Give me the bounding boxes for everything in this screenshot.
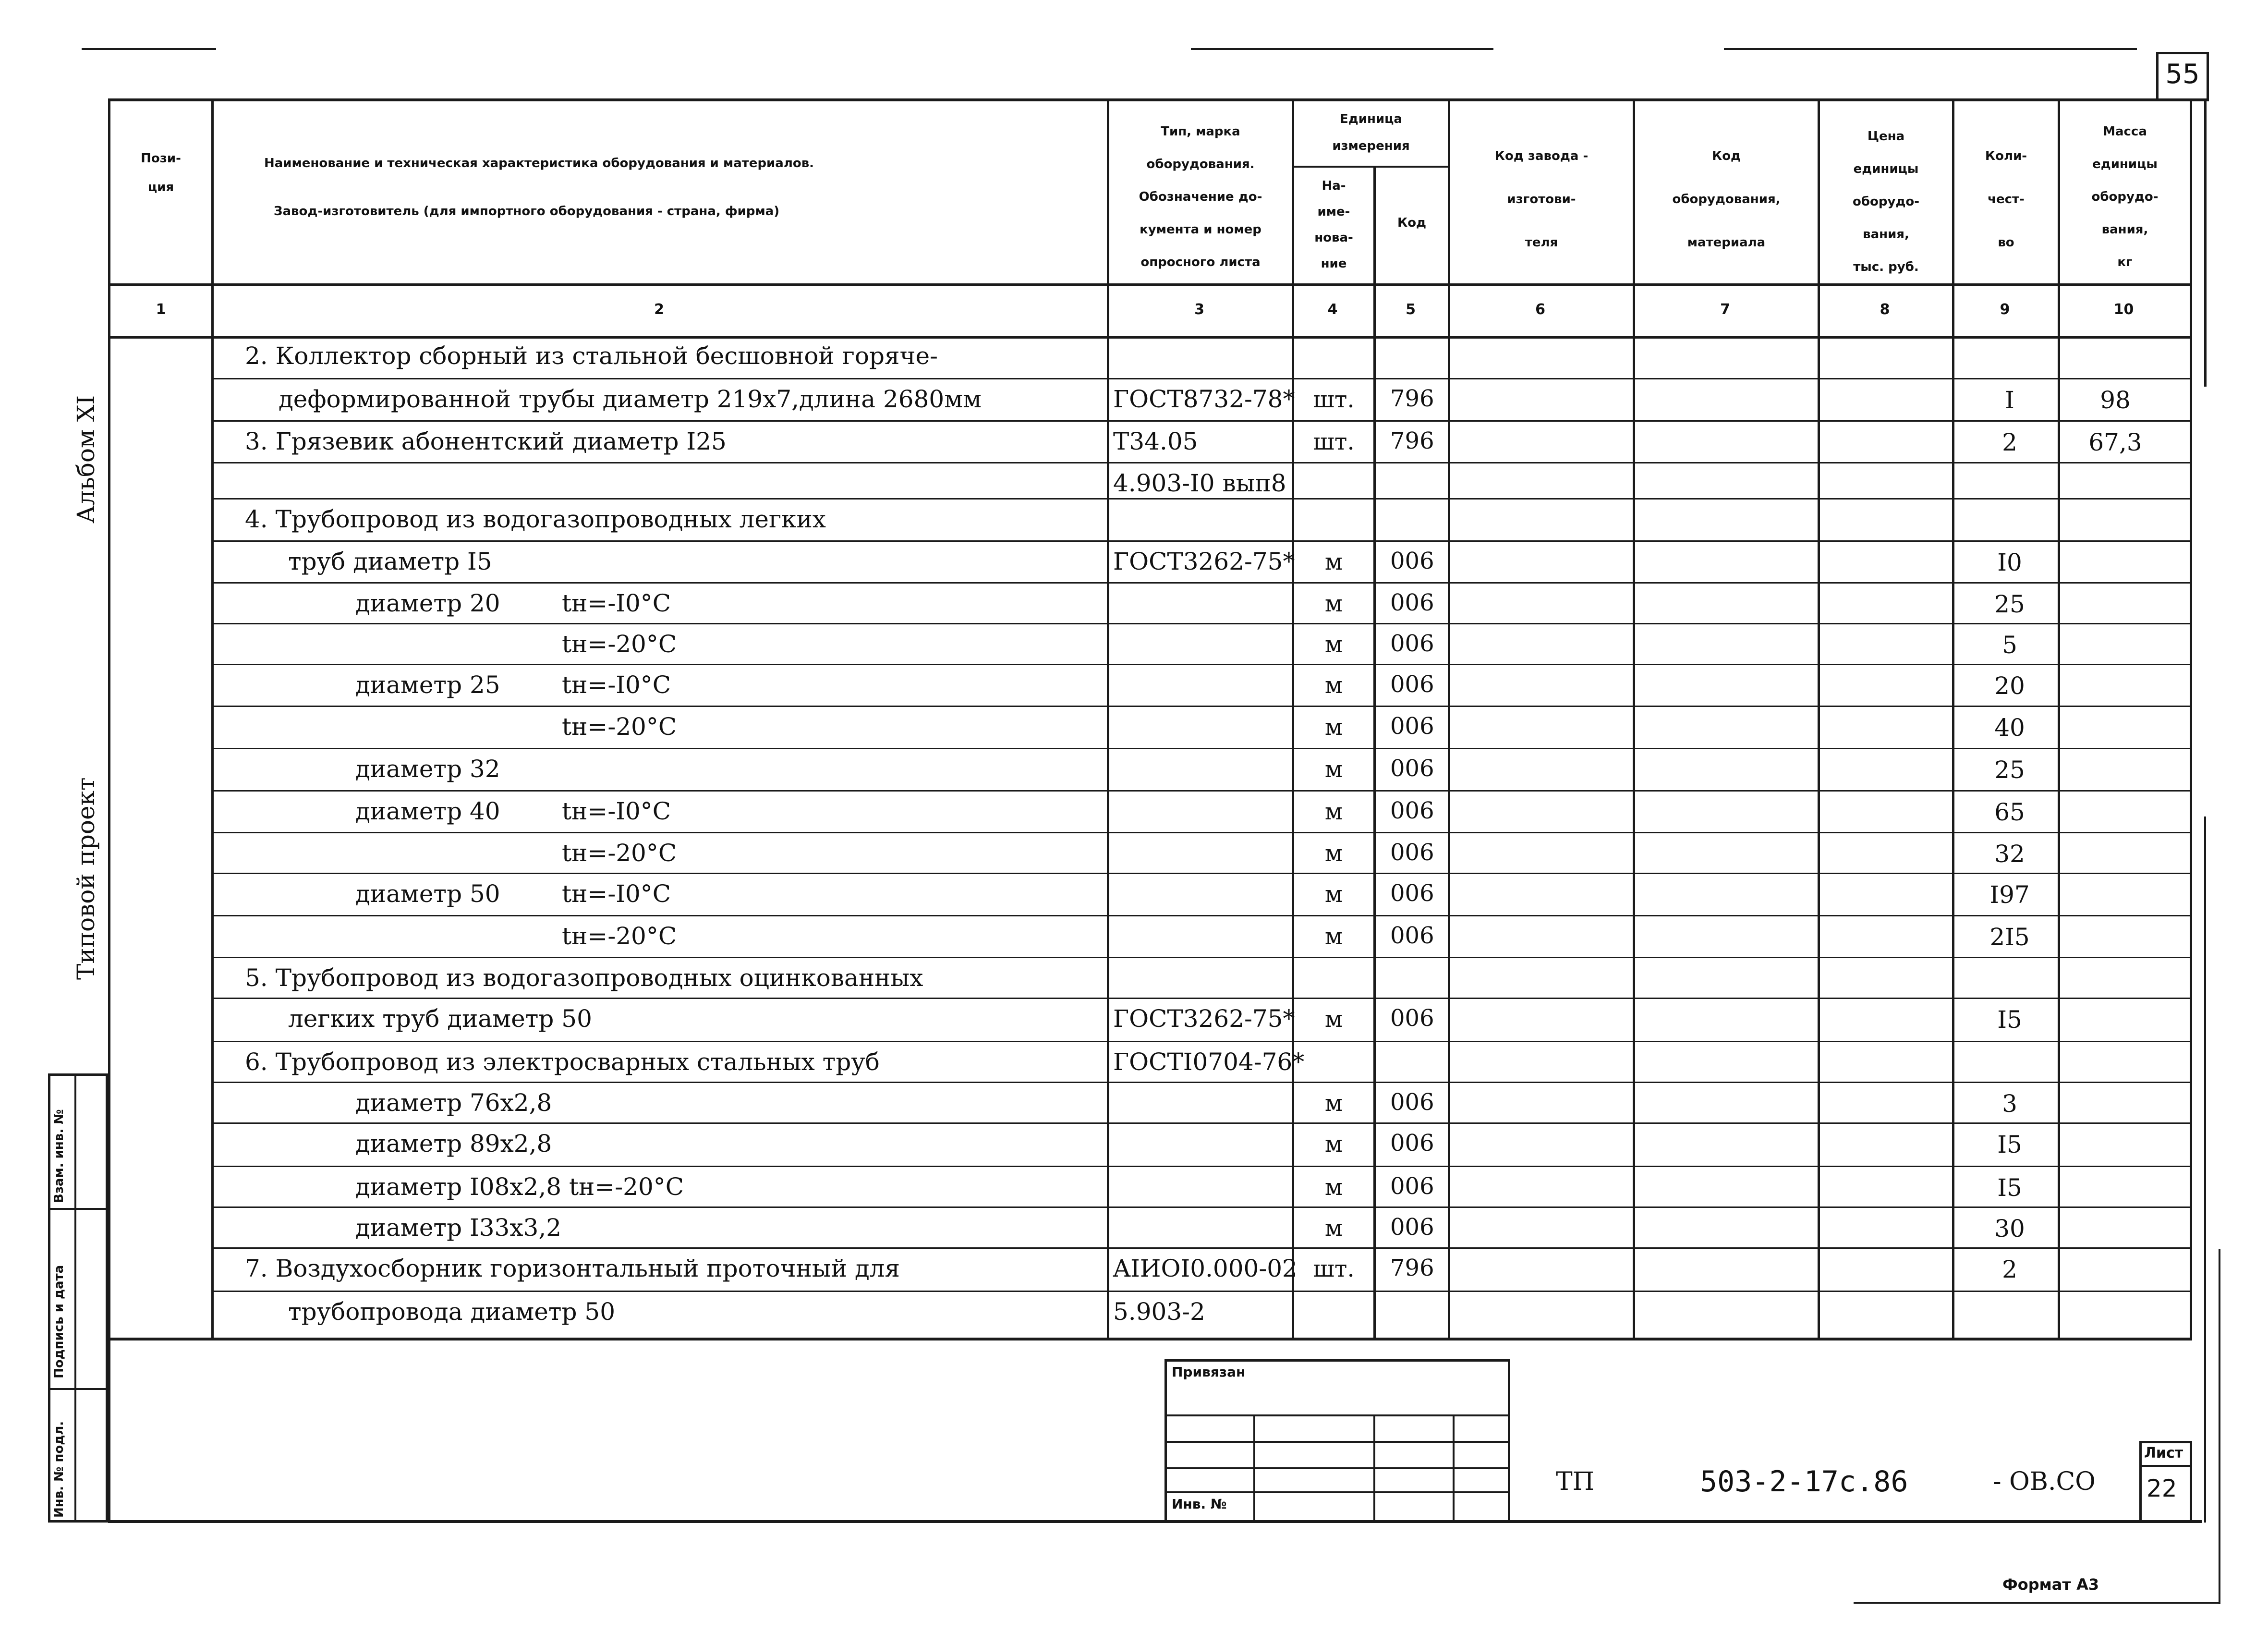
header-factory-code: Код завода - изготови- теля: [1494, 149, 1589, 250]
item-temperature: tн=-I0°С: [562, 880, 671, 908]
page-number: 55: [2165, 59, 2200, 90]
item-name: диаметр I33х3,2: [355, 1214, 562, 1242]
item-temperature: tн=-20°С: [562, 630, 677, 658]
stamp-inv-original: Инв. № подл.: [52, 1421, 66, 1518]
item-unit: шт.: [1313, 428, 1355, 455]
item-unit-code: 006: [1390, 880, 1434, 907]
item-quantity: I: [2005, 386, 2014, 414]
header-name: Наименование и техническая характеристика оборудования и материалов. Завод-изготовитель (для импортного оборудования - страна, фирма): [264, 156, 814, 219]
side-stamp-divider: [74, 1073, 76, 1523]
table-row: [0, 916, 2268, 958]
item-quantity: 3: [2002, 1090, 2017, 1118]
top-line-right: [1724, 48, 2137, 50]
tb-line-3: [1164, 1467, 1510, 1469]
item-quantity: 25: [1994, 756, 2025, 784]
tb-line-4: [1164, 1491, 1510, 1493]
item-unit-code: 796: [1390, 385, 1434, 412]
table-row: [0, 624, 2268, 665]
table-row: [0, 958, 2268, 999]
item-unit: м: [1324, 1174, 1343, 1201]
sheet-box-divider: [2139, 1465, 2192, 1467]
table-row: [0, 463, 2268, 500]
table-row: [0, 665, 2268, 707]
item-unit-code: 006: [1390, 1005, 1434, 1032]
sheet-number: 22: [2147, 1474, 2177, 1502]
item-name: 2. Коллектор сборный из стальной бесшовной горяче-: [245, 342, 938, 370]
item-type-doc: ГОСТI0704-76*: [1113, 1048, 1305, 1076]
table-row: [0, 999, 2268, 1042]
item-unit-code: 796: [1390, 1255, 1434, 1281]
side-stamp-sep-2: [48, 1388, 108, 1390]
item-name: деформированной трубы диаметр 219х7,длина 2680мм: [279, 385, 982, 413]
header-price: Цена единицы оборудо- вания, тыс. руб.: [1852, 129, 1920, 274]
table-row: [0, 336, 2268, 379]
tb-vline-2: [1373, 1414, 1375, 1523]
item-quantity: I97: [1989, 881, 2030, 909]
colnum-10: 10: [2113, 301, 2134, 318]
item-unit: м: [1324, 840, 1343, 867]
table-row: [0, 707, 2268, 749]
table-row: [0, 1124, 2268, 1167]
item-temperature: tн=-20°С: [562, 713, 677, 741]
colnum-7: 7: [1720, 301, 1730, 318]
format-label: Формат А3: [2002, 1575, 2099, 1594]
item-unit: м: [1324, 881, 1343, 908]
table-row: [0, 1208, 2268, 1249]
album-label: Альбом XI: [72, 395, 100, 524]
header-bottom-border: [108, 283, 2192, 286]
item-unit-code: 006: [1390, 713, 1434, 740]
item-quantity: 30: [1994, 1215, 2025, 1243]
colnum-1: 1: [156, 301, 166, 318]
inv-number-label: Инв. №: [1172, 1496, 1227, 1512]
header-unit-code: Код: [1397, 216, 1427, 230]
item-type-doc: ГОСТ3262-75*: [1113, 548, 1295, 575]
item-temperature: tн=-I0°С: [562, 671, 671, 699]
item-unit: м: [1324, 1131, 1343, 1158]
side-stamp-sep-1: [48, 1208, 108, 1210]
item-unit: шт.: [1313, 1255, 1355, 1282]
item-quantity: 65: [1994, 798, 2025, 826]
table-row: [0, 422, 2268, 463]
header-type: Тип, марка оборудования. Обозначение до- кумента и номер опросного листа: [1139, 124, 1262, 269]
item-unit: м: [1324, 590, 1343, 617]
header-mass: Масса единицы оборудо- вания, кг: [2091, 124, 2159, 269]
item-type-doc: AIИОI0.000-02: [1113, 1255, 1298, 1282]
item-name: диаметр 89х2,8: [355, 1130, 552, 1158]
top-line-mid: [1191, 48, 1493, 50]
sheet-label: Лист: [2144, 1445, 2183, 1462]
header-equipment-code: Код оборудования, материала: [1672, 149, 1781, 250]
tb-line-1: [1164, 1414, 1510, 1416]
table-row: [0, 1249, 2268, 1292]
item-quantity: 40: [1994, 714, 2025, 742]
item-unit-code: 006: [1390, 1089, 1434, 1116]
item-quantity: I0: [1997, 548, 2022, 576]
item-name: диаметр 32: [355, 755, 500, 783]
table-row: [0, 1083, 2268, 1124]
colnum-4: 4: [1327, 301, 1338, 318]
item-name: труб диаметр I5: [288, 548, 492, 575]
item-unit-code: 796: [1390, 427, 1434, 454]
table-row: [0, 833, 2268, 874]
tb-vline-3: [1453, 1414, 1455, 1523]
item-name: диаметр 76х2,8: [355, 1089, 552, 1117]
item-unit: м: [1324, 714, 1343, 741]
item-mass: 67,3: [2088, 428, 2142, 456]
item-name: 5. Трубопровод из водогазопроводных оцинкованных: [245, 964, 923, 992]
stamp-replace-inv: Взам. инв. №: [52, 1109, 66, 1203]
colnum-8: 8: [1880, 301, 1890, 318]
table-row: [0, 792, 2268, 833]
item-unit: м: [1324, 1090, 1343, 1117]
table-row: [0, 584, 2268, 624]
table-row: [0, 542, 2268, 584]
item-unit: м: [1324, 1006, 1343, 1033]
table-row: [0, 749, 2268, 792]
colnum-9: 9: [2000, 301, 2010, 318]
item-quantity: I5: [1997, 1174, 2022, 1202]
table-row: [0, 500, 2268, 542]
item-unit: шт.: [1313, 386, 1355, 413]
unit-group-line: [1292, 166, 1450, 168]
header-unit-name: На- име- нова- ние: [1314, 179, 1353, 271]
item-unit-code: 006: [1390, 922, 1434, 949]
item-type-doc: ГОСТ8732-78*: [1113, 385, 1295, 413]
table-top-border: [108, 98, 2209, 101]
colnum-5: 5: [1406, 301, 1416, 318]
document-number: 503-2-17с.86: [1700, 1465, 1908, 1499]
item-quantity: 2I5: [1989, 923, 2030, 951]
item-quantity: I5: [1997, 1006, 2022, 1034]
header-quantity: Коли- чест- во: [1985, 149, 2027, 250]
item-type-doc: 4.903-I0 вып8: [1113, 469, 1286, 497]
frame-bottom-border: [108, 1520, 2202, 1523]
item-quantity: 2: [2002, 1255, 2017, 1283]
item-quantity: 2: [2002, 428, 2017, 456]
table-row: [0, 1292, 2268, 1338]
item-name: трубопровода диаметр 50: [288, 1298, 616, 1326]
item-unit: м: [1324, 798, 1343, 825]
item-name: диаметр 50: [355, 880, 500, 908]
tb-vline-1: [1253, 1414, 1255, 1523]
item-unit-code: 006: [1390, 1173, 1434, 1200]
item-type-doc: Т34.05: [1113, 427, 1198, 455]
header-position: Пози- ция: [141, 151, 181, 195]
colnum-2: 2: [654, 301, 664, 318]
item-quantity: 20: [1994, 672, 2025, 700]
item-temperature: tн=-I0°С: [562, 589, 671, 617]
item-mass: 98: [2100, 386, 2131, 414]
item-type-doc: 5.903-2: [1113, 1298, 1205, 1326]
item-unit-code: 006: [1390, 797, 1434, 824]
item-quantity: 32: [1994, 840, 2025, 868]
table-row: [0, 1167, 2268, 1208]
colnum-3: 3: [1194, 301, 1204, 318]
project-label: Типовой проект: [72, 777, 100, 980]
item-unit: м: [1324, 548, 1343, 575]
item-temperature: tн=-I0°С: [562, 797, 671, 825]
item-unit-code: 006: [1390, 671, 1434, 698]
item-unit-code: 006: [1390, 839, 1434, 866]
item-unit: м: [1324, 672, 1343, 699]
tp-label: ТП: [1556, 1467, 1595, 1496]
item-unit: м: [1324, 923, 1343, 950]
item-temperature: tн=-20°С: [562, 922, 677, 950]
header-unit-group: Единица измерения: [1332, 112, 1410, 153]
item-name: диаметр I08х2,8 tн=-20°С: [355, 1173, 684, 1201]
item-quantity: I5: [1997, 1131, 2022, 1158]
item-name: диаметр 20: [355, 589, 500, 617]
outer-bottom-trim: [1854, 1602, 2220, 1604]
item-quantity: 25: [1994, 590, 2025, 618]
item-unit-code: 006: [1390, 1214, 1434, 1241]
item-unit-code: 006: [1390, 589, 1434, 616]
item-name: легких труб диаметр 50: [288, 1005, 592, 1033]
item-name: диаметр 40: [355, 797, 500, 825]
stamp-signature-date: Подпись и дата: [52, 1265, 66, 1378]
item-type-doc: ГОСТ3262-75*: [1113, 1005, 1295, 1033]
table-row: [0, 379, 2268, 422]
privyazan-label: Привязан: [1172, 1364, 1246, 1380]
item-unit-code: 006: [1390, 630, 1434, 657]
document-suffix: - ОВ.СО: [1993, 1467, 2096, 1496]
item-name: 6. Трубопровод из электросварных стальных труб: [245, 1048, 880, 1076]
item-quantity: 5: [2002, 631, 2017, 659]
item-temperature: tн=-20°С: [562, 839, 677, 867]
top-line-left: [82, 48, 216, 50]
item-unit: м: [1324, 631, 1343, 658]
tb-line-2: [1164, 1441, 1510, 1443]
item-name: 7. Воздухосборник горизонтальный проточный для: [245, 1255, 900, 1282]
table-bottom-border: [108, 1338, 2192, 1340]
item-unit: м: [1324, 756, 1343, 783]
item-name: 4. Трубопровод из водогазопроводных легких: [245, 505, 826, 533]
colnum-6: 6: [1535, 301, 1545, 318]
table-row: [0, 874, 2268, 916]
table-row: [0, 1042, 2268, 1083]
item-unit-code: 006: [1390, 1130, 1434, 1157]
item-unit-code: 006: [1390, 548, 1434, 574]
item-name: диаметр 25: [355, 671, 500, 699]
item-name: 3. Грязевик абонентский диаметр I25: [245, 427, 727, 455]
item-unit: м: [1324, 1215, 1343, 1242]
item-unit-code: 006: [1390, 755, 1434, 782]
